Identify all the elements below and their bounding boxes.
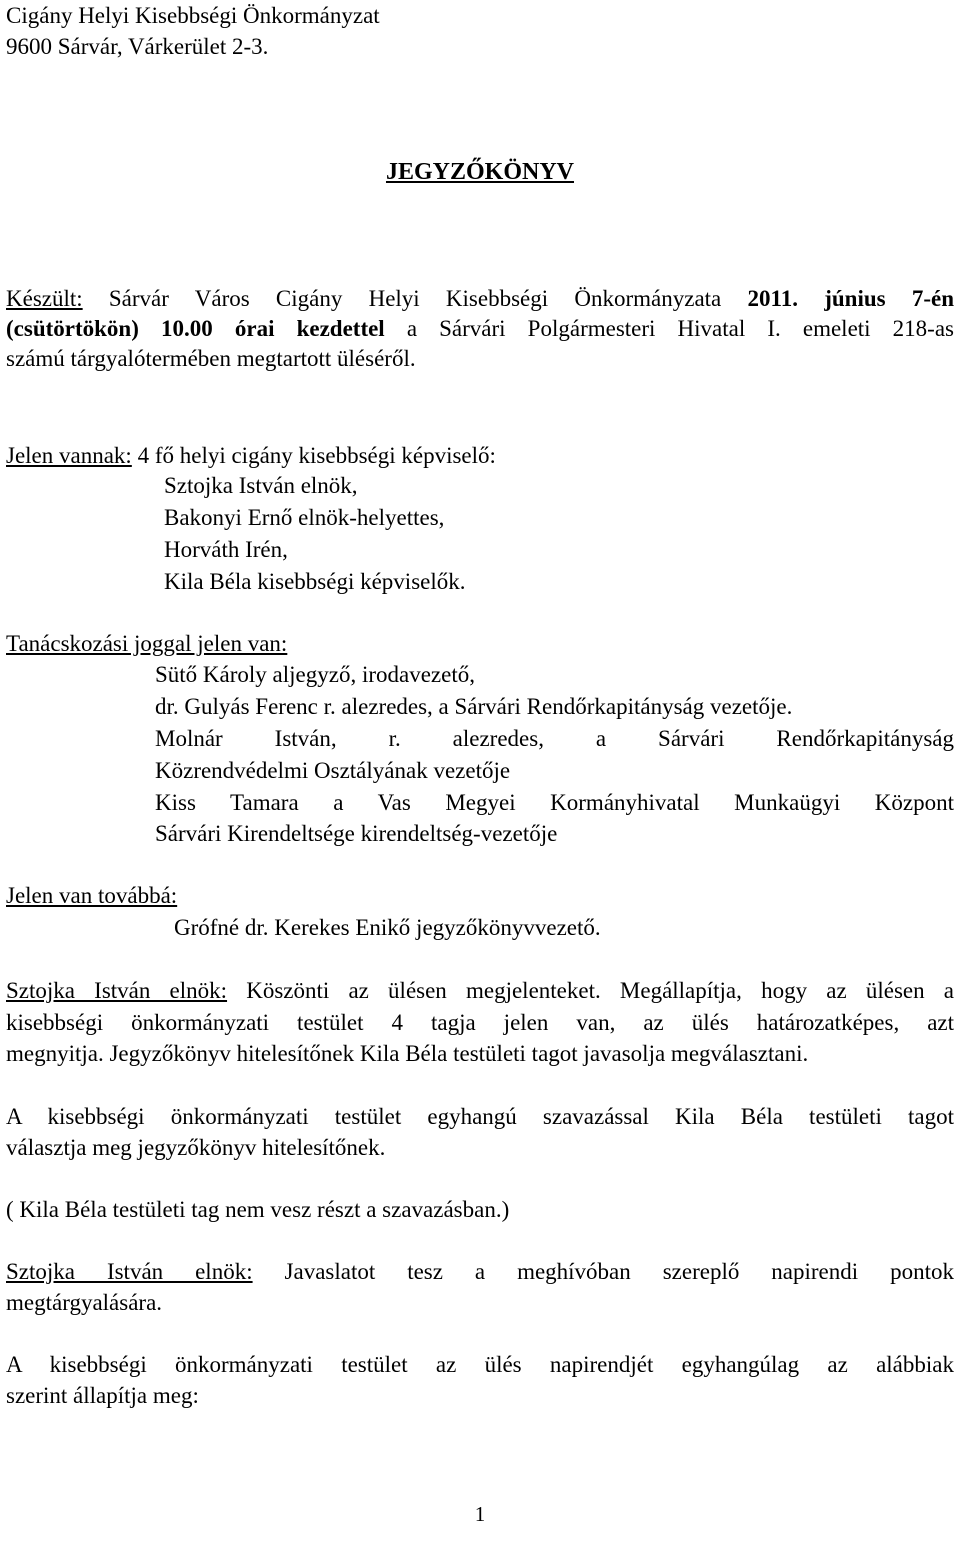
attendee-line: Molnár István, r. alezredes, a Sárvári Rendőrkapitányság [155,726,954,751]
p4-speaker: Sztojka István elnök: [6,1259,253,1284]
p5-line-2: szerint állapítja meg: [6,1383,199,1408]
jelen-intro: 4 fő helyi cigány kisebbségi képviselő: [131,443,496,468]
header-address: 9600 Sárvár, Várkerület 2-3. [6,34,269,59]
p1-line-1 [6,977,954,1005]
document-title: JEGYZŐKÖNYV [385,159,574,185]
p1-line-2: kisebbségi önkormányzati testület 4 tagja jelen van, az ülés határozatképes, azt [6,1010,954,1035]
keszult-line-3: számú tárgyalótermében megtartott üléséről. [6,346,416,371]
member-item: Kila Béla kisebbségi képviselők. [164,569,466,594]
attendee-line: Közrendvédelmi Osztályának vezetője [155,758,511,783]
attendee-line: Kiss Tamara a Vas Megyei Kormányhivatal Munkaügyi Központ [155,790,954,815]
keszult-line-1 [6,285,954,313]
attendee-line: dr. Gulyás Ferenc r. alezredes, a Sárvári Rendőrkapitányság vezetője. [155,694,793,719]
p4-line-1 [6,1258,954,1286]
p2-line-1: A kisebbségi önkormányzati testület egyhangú szavazással Kila Béla testületi tagot [6,1104,954,1129]
p4-text-1: Javaslatot tesz a meghívóban szereplő napirendi pontok [252,1259,954,1284]
attendee-line: Sütő Károly aljegyző, irodavezető, [155,662,475,687]
tovabba-line: Grófné dr. Kerekes Enikő jegyzőkönyvvezető. [174,915,601,940]
keszult-date: 2011. június 7-én [747,286,955,311]
p2-line-2: választja meg jegyzőkönyv hitelesítőnek. [6,1135,386,1160]
tanacskozasi-label-text: Tanácskozási joggal jelen van: [6,631,288,656]
keszult-time: (csütörtökön) 10.00 órai kezdettel [6,316,385,341]
p5-line-1: A kisebbségi önkormányzati testület az ülés napirendjét egyhangúlag az alábbiak [6,1352,954,1377]
p1-speaker: Sztojka István elnök: [6,978,228,1003]
page-number: 1 [474,1502,486,1526]
p4-line-2: megtárgyalására. [6,1290,163,1315]
attendee-line: Sárvári Kirendeltsége kirendeltség-vezetője [155,821,558,846]
keszult-text-1a: Sárvár Város Cigány Helyi Kisebbségi Önkormányzata [82,286,748,311]
keszult-line-2 [6,315,954,343]
member-item: Sztojka István elnök, [164,473,358,498]
header-org: Cigány Helyi Kisebbségi Önkormányzat [6,3,380,28]
tovabba-label [6,882,954,910]
tanacskozasi-label [6,630,954,658]
jelen-label: Jelen vannak: [6,443,132,468]
keszult-text-2b: a Sárvári Polgármesteri Hivatal I. emeleti 218-as [384,316,954,341]
p3-line: ( Kila Béla testületi tag nem vesz részt a szavazásban.) [6,1197,510,1222]
member-item: Horváth Irén, [164,537,288,562]
p1-text-1: Köszönti az ülésen megjelenteket. Megállapítja, hogy az ülésen a [227,978,954,1003]
jelen-line [6,442,954,470]
member-item: Bakonyi Ernő elnök-helyettes, [164,505,445,530]
p1-line-3: megnyitja. Jegyzőkönyv hitelesítőnek Kila Béla testületi tagot javasolja megválasztani. [6,1041,809,1066]
tovabba-label-text: Jelen van továbbá: [6,883,178,908]
keszult-label: Készült: [6,286,83,311]
